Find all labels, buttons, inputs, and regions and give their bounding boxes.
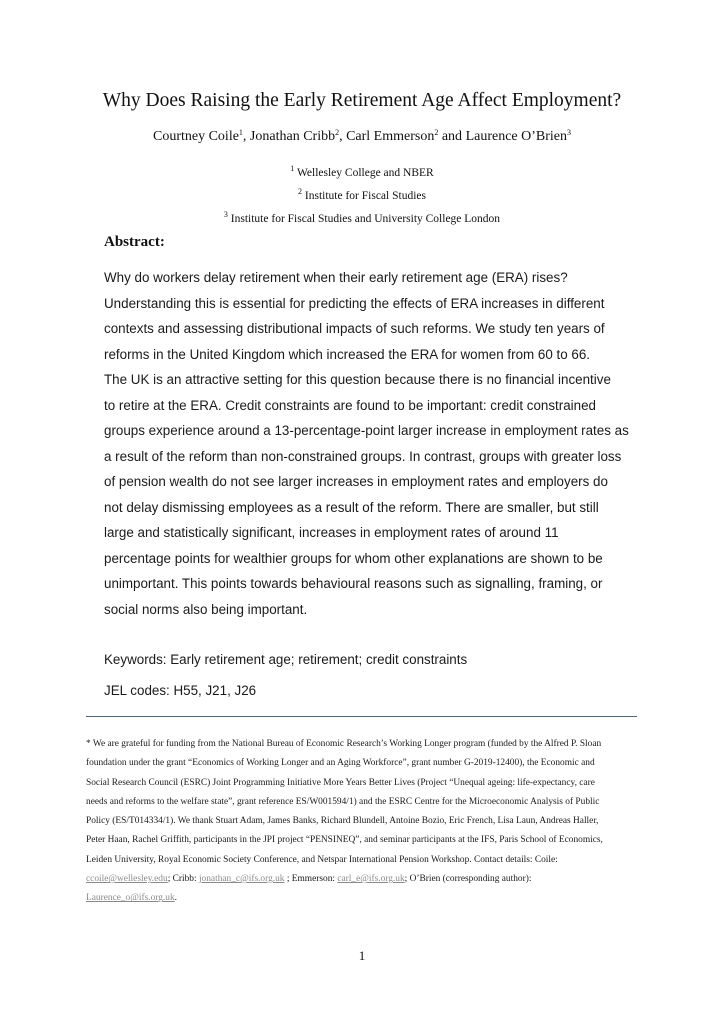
keywords: Keywords: Early retirement age; retirement; credit constraints: [104, 652, 468, 667]
footnote-divider: [86, 716, 637, 717]
author-name: Jonathan Cribb: [249, 129, 336, 144]
abstract-body: [104, 265, 629, 622]
affiliation: [0, 212, 724, 226]
footnote-line: Social Research Council (ESRC) Joint Programming Initiative More Years Better Lives (Project “Unequal ageing: life-expectancy, care: [86, 777, 595, 788]
contact-label: ; O’Brien (corresponding author):: [404, 874, 532, 885]
author-affiliation-mark: 1: [238, 128, 243, 137]
contact-label: ; Cribb:: [167, 874, 199, 885]
abstract-line: unimportant. This points towards behavioural reasons such as signalling, framing, or: [104, 576, 603, 591]
affiliation-mark: 1: [290, 164, 295, 173]
acknowledgement-footnote: [86, 735, 646, 909]
affiliation-text: Institute for Fiscal Studies: [304, 190, 426, 202]
footnote-line: Policy (ES/T014334/1). We thank Stuart Adam, James Banks, Richard Blundell, Antoine Bozio, Eric French, Lisa Laun, Andreas Haller,: [86, 816, 599, 827]
affiliation: [0, 189, 724, 203]
author-name: Carl Emmerson: [346, 129, 435, 144]
author-name: Laurence O’Brien: [465, 129, 568, 144]
affiliation-text: Wellesley College and NBER: [296, 167, 434, 179]
abstract-line: to retire at the ERA. Credit constraints are found to be important: credit constrained: [104, 397, 596, 413]
abstract-line: percentage points for wealthier groups for whom other explanations are shown to be: [104, 550, 603, 566]
coile-email-link[interactable]: ccoile@wellesley.edu: [86, 874, 168, 885]
footnote-contact-line: [86, 889, 646, 908]
abstract-line: social norms also being important.: [104, 601, 308, 617]
footnote-end: .: [174, 893, 177, 904]
footnote-line: * We are grateful for funding from the National Bureau of Economic Research’s Working Longer program (funded by the Alfred P. Sloan: [86, 739, 602, 749]
abstract-line: contexts and assessing distributional impacts of such reforms. We study ten years of: [104, 321, 605, 336]
abstract-line: a result of the reform than non-constrained groups. In contrast, groups with greater loss: [104, 448, 622, 464]
footnote-line: Leiden University, Royal Economic Society Conference, and Netspar International Pension Workshop. Contact details: Coile:: [86, 854, 558, 865]
author-separator: ,: [339, 129, 347, 144]
paper-title: Why Does Raising the Early Retirement Age Affect Employment?: [102, 90, 622, 111]
jel-codes: JEL codes: H55, J21, J26: [104, 683, 257, 698]
cribb-email-link[interactable]: jonathan_c@ifs.org.uk: [198, 874, 285, 885]
affiliation-mark: 2: [298, 187, 303, 196]
abstract-line: The UK is an attractive setting for this question because there is no financial incentive: [104, 372, 611, 387]
author-separator: ,: [242, 129, 250, 144]
abstract-line: of pension wealth do not see larger increases in employment rates and employers do: [104, 474, 608, 489]
abstract-line: large and statistically significant, increases in employment rates of around 11: [104, 525, 559, 540]
emmerson-email-link[interactable]: carl_e@ifs.org.uk: [337, 874, 405, 885]
contact-label: ; Emmerson:: [284, 874, 338, 885]
obrien-email-link[interactable]: Laurence_o@ifs.org.uk: [86, 893, 175, 904]
affiliation-text: Institute for Fiscal Studies and University College London: [230, 213, 501, 225]
abstract-line: Understanding this is essential for predicting the effects of ERA increases in different: [104, 295, 605, 311]
footnote-line: Peter Haan, Rachel Griffith, participants in the JPI project “PENSINEQ”, and seminar participants at the IFS, Paris School of Economics,: [86, 835, 603, 846]
author-name: Courtney Coile: [152, 129, 239, 144]
author-affiliation-mark: 2: [335, 128, 340, 137]
author-affiliation-mark: 2: [434, 128, 439, 137]
footnote-line: needs and reforms to the welfare state”, grant reference ES/W001594/1) and the ESRC Centre for the Microeconomic Analysis of Public: [86, 796, 600, 807]
affiliation-mark: 3: [223, 210, 228, 219]
abstract-heading: Abstract:: [104, 234, 165, 250]
footnote-contact-line: [86, 870, 646, 889]
abstract-line: Why do workers delay retirement when their early retirement age (ERA) rises?: [104, 270, 568, 285]
footnote-line: foundation under the grant “Economics of Working Longer and an Aging Workforce”, grant number G-2019-12400), the Economic and: [86, 758, 595, 769]
abstract-line: not delay dismissing employees as a result of the reform. There are smaller, but still: [104, 499, 599, 515]
page-number: 1: [358, 948, 366, 963]
abstract-line: reforms in the United Kingdom which increased the ERA for women from 60 to 66.: [104, 346, 591, 362]
affiliation: [0, 166, 724, 180]
author-list: [0, 128, 724, 146]
author-affiliation-mark: 3: [567, 128, 572, 137]
abstract-line: groups experience around a 13-percentage-point larger increase in employment rates as: [104, 423, 629, 438]
author-separator: and: [438, 129, 466, 144]
